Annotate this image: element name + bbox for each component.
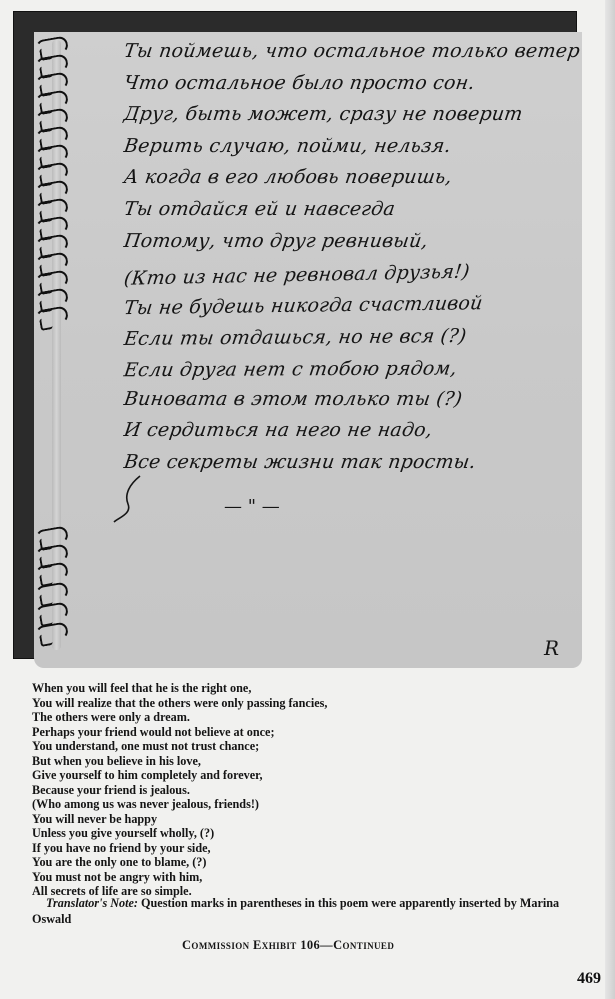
spiral-ring [36,584,68,600]
translator-note [32,895,587,927]
page-edge-shadow [605,0,615,999]
spiral-ring [36,74,68,90]
spiral-rings [36,38,76,658]
translation-line: You will never be happy [32,811,158,826]
translation-line: You will realize that the others were only passing fancies, [32,695,328,710]
handwritten-line: Если друга нет с тобою рядом, [122,357,459,382]
handwritten-line: Верить случаю, пойми, нельзя. [122,134,453,157]
closing-mark: — " — [224,496,280,517]
spiral-ring [36,218,68,234]
exhibit-caption: Commission Exhibit 106—Continued [182,938,395,952]
translation-line: Because your friend is jealous. [32,782,190,797]
spiral-ring [36,56,68,72]
translation-line: The others were only a dream. [32,710,190,724]
handwritten-line: (Кто из нас не ревновал друзья!) [122,260,471,290]
handwritten-line: Что остальное было просто сон. [122,71,477,94]
spiral-ring [36,624,68,640]
spiral-ring [36,272,68,288]
handwritten-line: Виновата в этом только ты (?) [122,387,464,410]
translation-line: All secrets of life are so simple. [32,884,192,898]
handwritten-line: Все секреты жизни так просты. [122,450,478,473]
translation-line: When you will feel that he is the right one, [32,681,252,695]
handwritten-line: А когда в его любовь поверишь, [122,166,454,189]
spiral-ring [36,564,68,580]
handwritten-line: Друг, быть может, сразу не поверит [122,103,525,126]
spiral-ring [36,254,68,270]
handwritten-line: Ты отдайся ей и навсегда [122,197,397,220]
translation-line: Give yourself to him completely and forever, [32,768,263,782]
curl-mark [112,474,152,524]
spiral-ring [36,164,68,180]
spiral-ring [36,92,68,108]
translation-line: You are the only one to blame, (?) [32,855,207,869]
handwritten-line: Ты поймешь, что остальное только ветер [122,40,582,62]
spiral-ring [36,200,68,216]
notebook-photo [14,12,582,660]
translation-line: You must not be angry with him, [32,869,203,884]
corner-initial: R [544,636,560,660]
spiral-ring [36,604,68,620]
translation-line: You understand, one must not trust chance; [32,739,260,753]
handwritten-line: И сердиться на него не надо, [122,419,434,442]
spiral-ring [36,110,68,126]
spiral-ring [36,290,68,306]
handwritten-line: Ты не будешь никогда счастливой [122,291,485,319]
spiral-ring [36,182,68,198]
spiral-ring [36,528,68,544]
translation-line: (Who among us was never jealous, friends!) [32,797,259,811]
spiral-ring [36,128,68,144]
translation-line: If you have no friend by your side, [32,840,211,855]
handwritten-line: Если ты отдашься, но не вся (?) [122,325,468,351]
spiral-ring [36,236,68,252]
translation-line: But when you believe in his love, [32,753,201,768]
english-translation [32,681,582,899]
translation-line: Perhaps your friend would not believe at once; [32,724,275,739]
spiral-ring [36,38,68,54]
spiral-ring [36,308,68,324]
spiral-ring [36,146,68,162]
translation-line: Unless you give yourself wholly, (?) [32,826,215,840]
spiral-ring [36,546,68,562]
handwritten-line: Потому, что друг ревнивый, [122,229,430,252]
translator-note-label: Translator's Note: [46,896,138,910]
page-number: 469 [577,970,601,987]
translator-note-text: Question marks in parentheses in this poem were apparently inserted by Marina Oswald [32,896,560,926]
handwritten-poem [122,36,582,478]
